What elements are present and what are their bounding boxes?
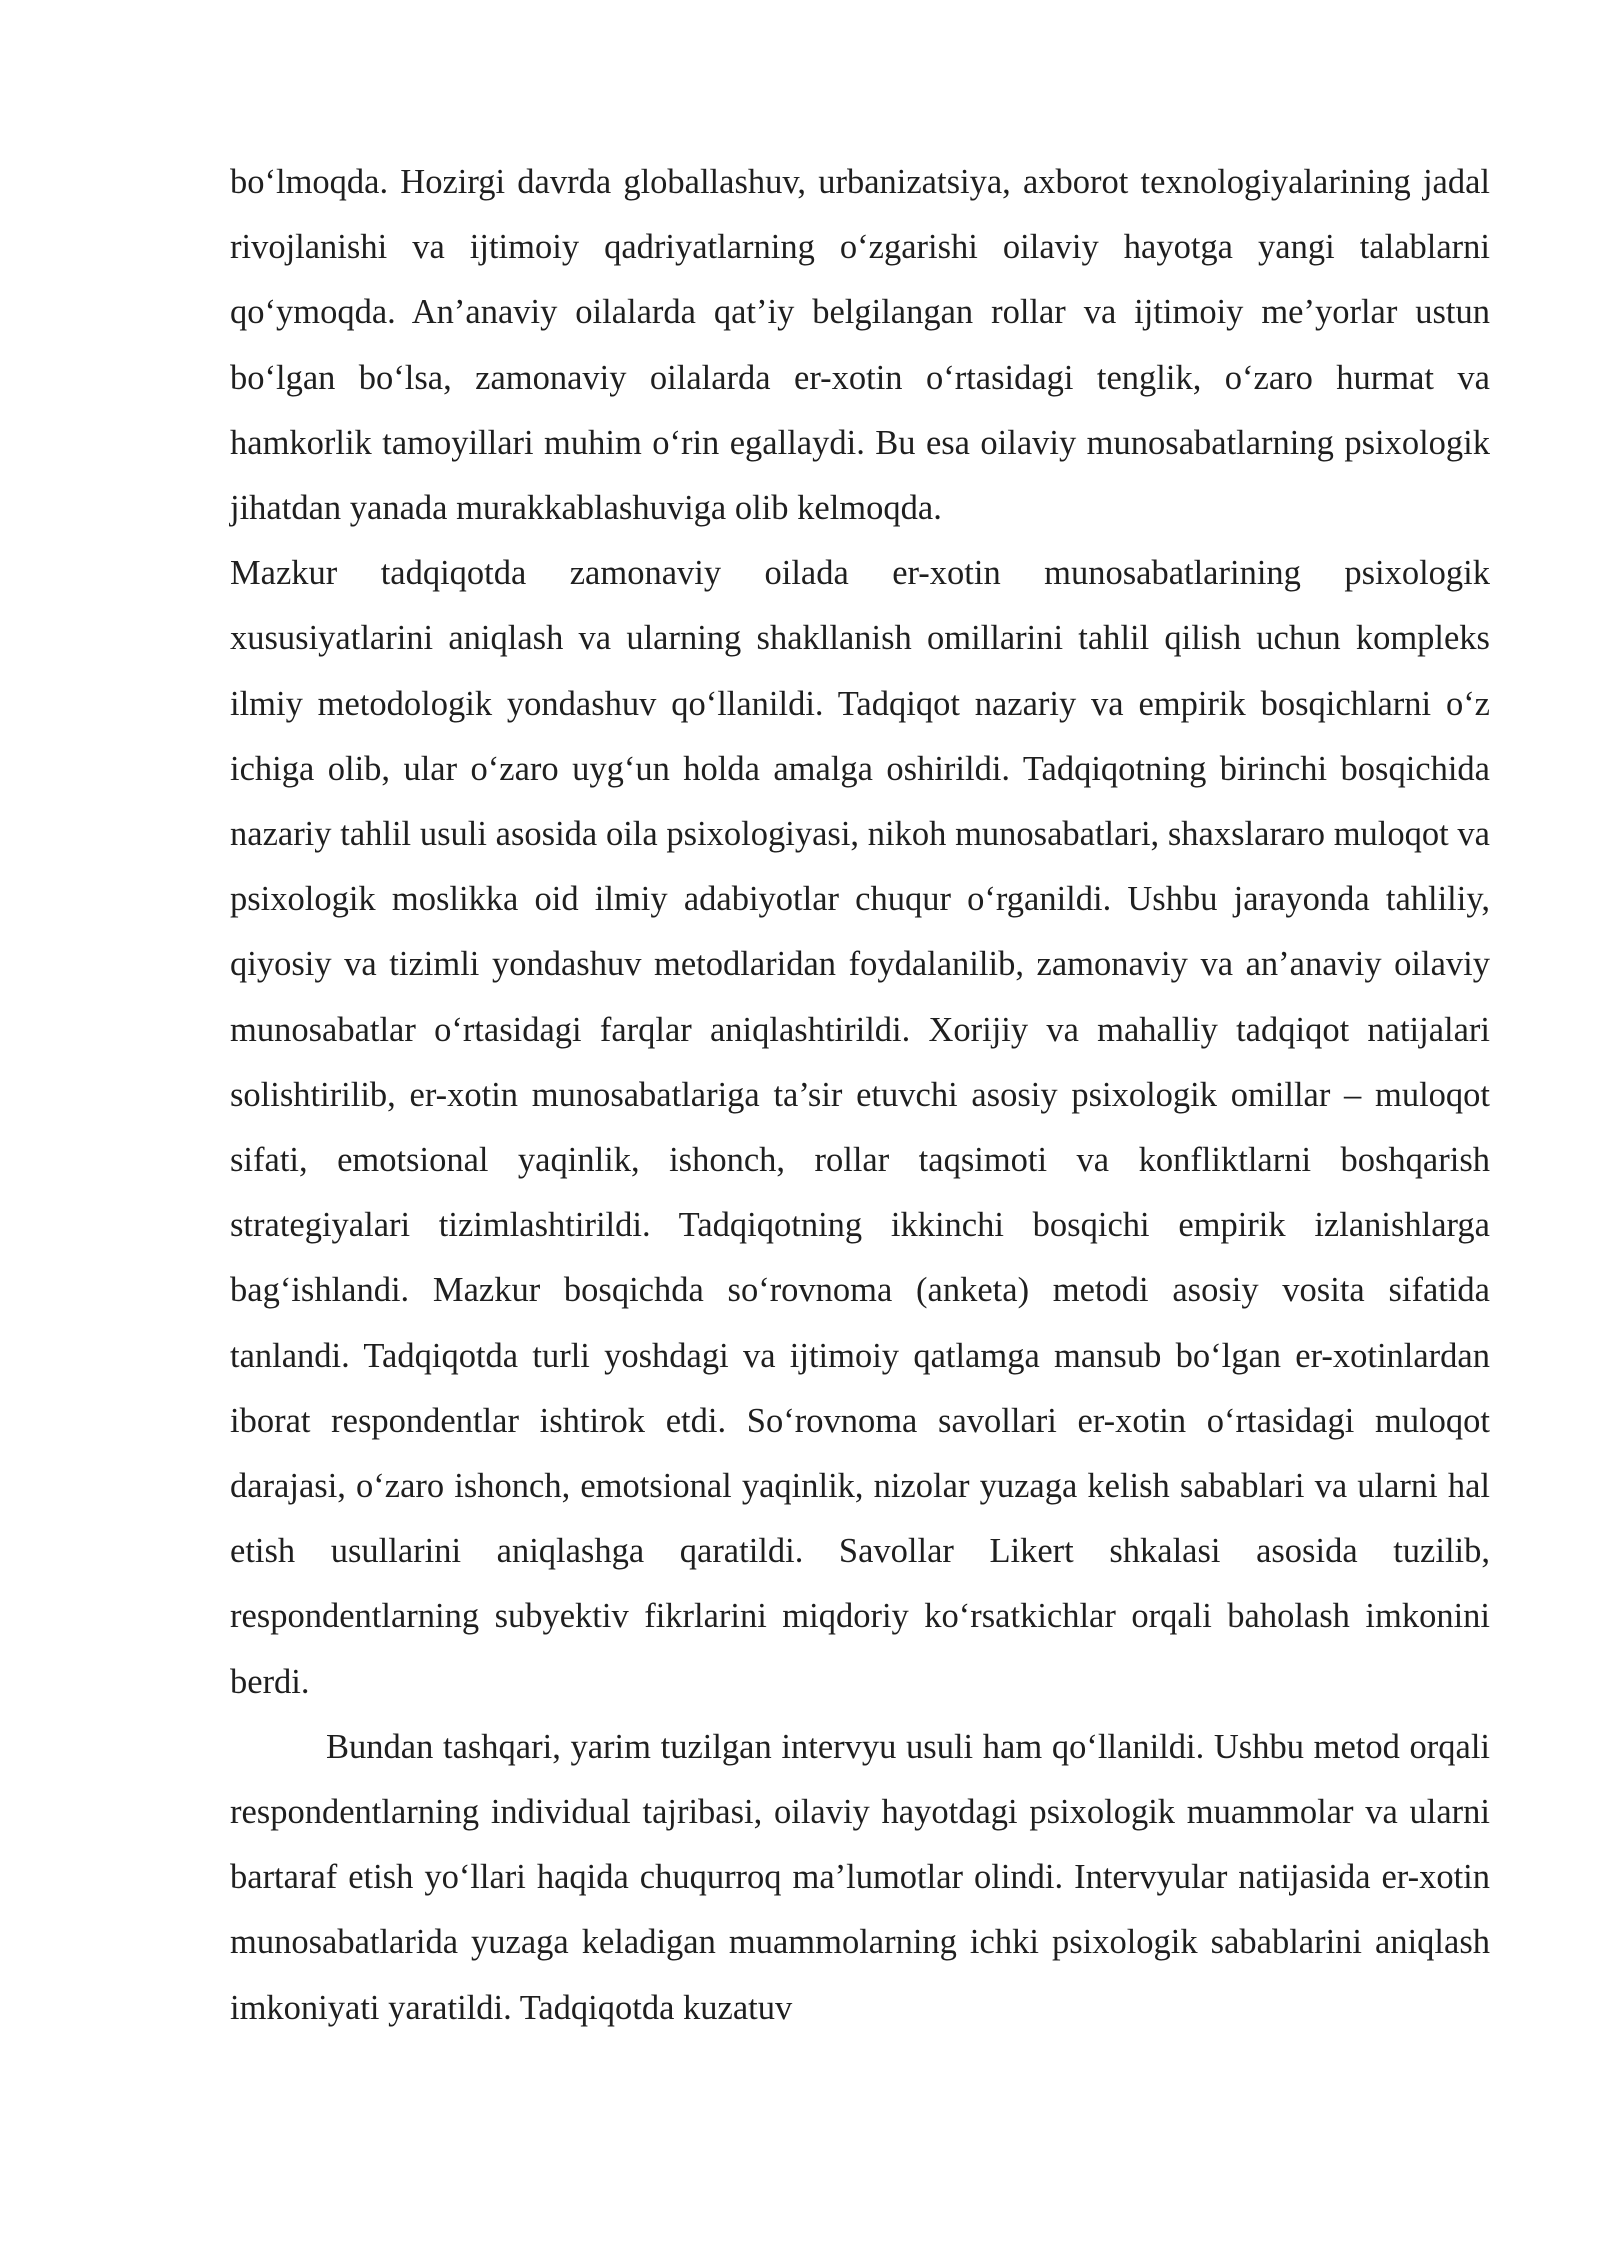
paragraph-2: Mazkur tadqiqotda zamonaviy oilada er-xotin munosabatlarining psixologik xususiyatlarini aniqlash va ularning shakllanish omillarini tahlil qilish uchun kompleks ilmiy metodologik yondashuv qo‘llanildi. Tadqiqot nazariy va empirik bosqichlarni o‘z ichiga olib, ular o‘zaro uyg‘un holda amalga oshirildi. Tadqiqotning birinchi bosqichida nazariy tahlil usuli asosida oila psixologiyasi, nikoh munosabatlari, shaxslararo muloqot va psixologik moslikka oid ilmiy adabiyotlar chuqur o‘rganildi. Ushbu jarayonda tahliliy, qiyosiy va tizimli yondashuv metodlaridan foydalanilib, zamonaviy va an’anaviy oilaviy munosabatlar o‘rtasidagi farqlar aniqlashtirildi. Xorijiy va mahalliy tadqiqot natijalari solishtirilib, er-xotin munosabatlariga ta’sir etuvchi asosiy psixologik omillar – muloqot sifati, emotsional yaqinlik, ishonch, rollar taqsimoti va konfliktlarni boshqarish strategiyalari tizimlashtirildi. Tadqiqotning ikkinchi bosqichi empirik izlanishlarga bag‘ishlandi. Mazkur bosqichda so‘rovnoma (anketa) metodi asosiy vosita sifatida tanlandi. Tadqiqotda turli yoshdagi va ijtimoiy qatlamga mansub bo‘lgan er-xotinlardan iborat respondentlar ishtirok etdi. So‘rovnoma savollari er-xotin o‘rtasidagi muloqot darajasi, o‘zaro ishonch, emotsional yaqinlik, nizolar yuzaga kelish sabablari va ularni hal etish usullarini aniqlashga qaratildi. Savollar Likert shkalasi asosida tuzilib, respondentlarning subyektiv fikrlarini miqdoriy ko‘rsatkichlar orqali baholash imkonini berdi. xyxy=(230,554,1490,1701)
paragraph-1: bo‘lmoqda. Hozirgi davrda globallashuv, urbanizatsiya, axborot texnologiyalarining jadal rivojlanishi va ijtimoiy qadriyatlarning o‘zgarishi oilaviy hayotga yangi talablarni qo‘ymoqda. An’anaviy oilalarda qat’iy belgilangan rollar va ijtimoiy me’yorlar ustun bo‘lgan bo‘lsa, zamonaviy oilalarda er-xotin o‘rtasidagi tenglik, o‘zaro hurmat va hamkorlik tamoyillari muhim o‘rin egallaydi. Bu esa oilaviy munosabatlarning psixologik jihatdan yanada murakkablashuviga olib kelmoqda. xyxy=(230,163,1490,528)
paragraph-3: Bundan tashqari, yarim tuzilgan intervyu usuli ham qo‘llanildi. Ushbu metod orqali respondentlarning individual tajribasi, oilaviy hayotdagi psixologik muammolar va ularni bartaraf etish yo‘llari haqida chuqurroq ma’lumotlar olindi. Intervyular natijasida er-xotin munosabatlarida yuzaga keladigan muammolarning ichki psixologik sabablarini aniqlash imkoniyati yaratildi. Tadqiqotda kuzatuv xyxy=(230,1727,1490,2027)
body-text xyxy=(230,150,1490,2041)
